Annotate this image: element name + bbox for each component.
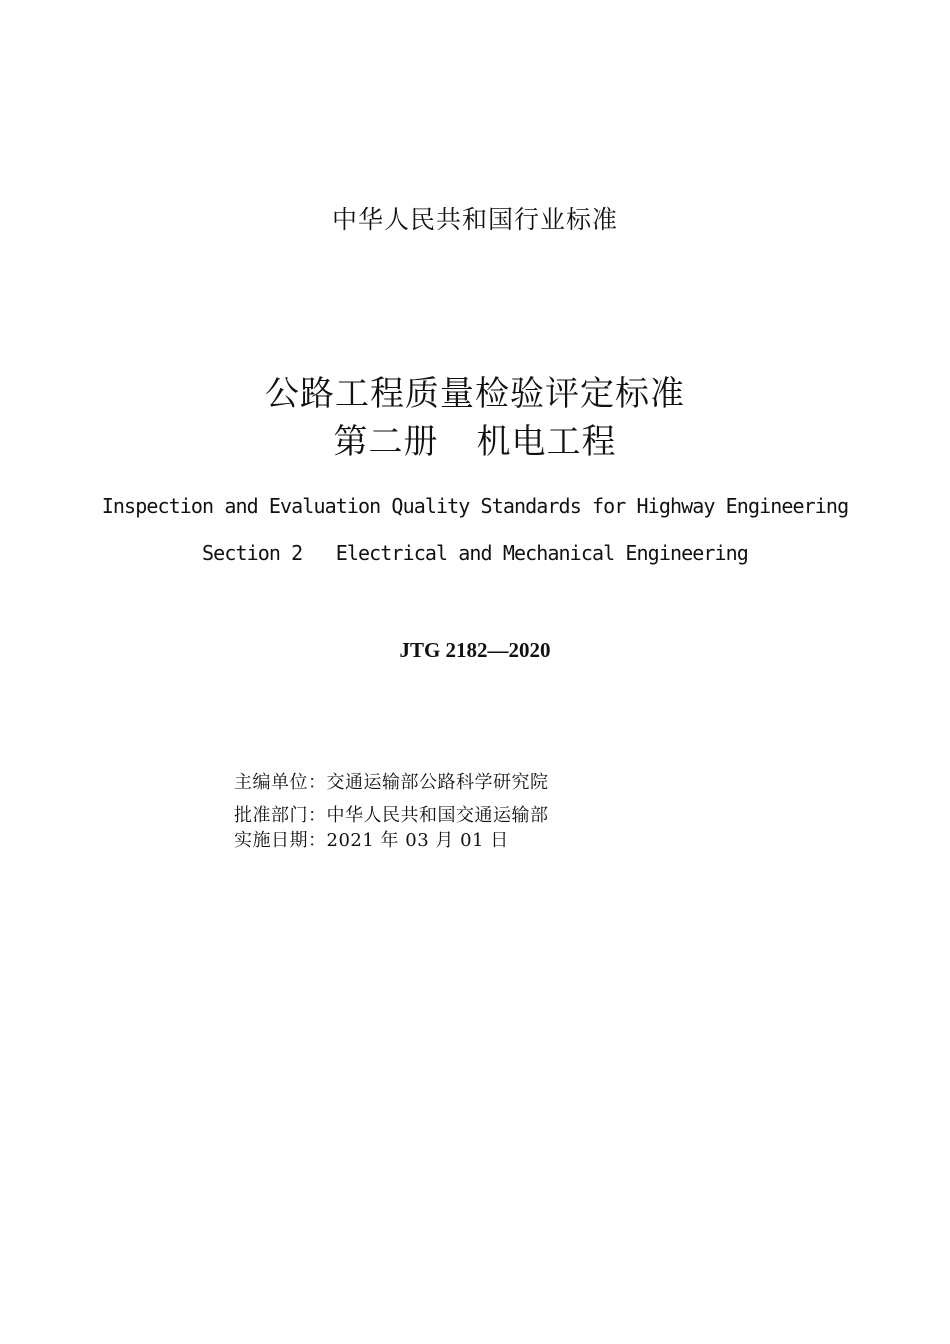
title-en-main: Inspection and Evaluation Quality Standards for Highway Engineering	[101, 494, 849, 518]
meta-editor: 主编单位：交通运输部公路科学研究院	[234, 772, 549, 793]
standard-category: 中华人民共和国行业标准	[331, 205, 618, 234]
meta-effective-date: 实施日期：2021 年 03 月 01 日	[234, 830, 509, 851]
meta-approver: 批准部门：中华人民共和国交通运输部	[234, 805, 549, 826]
standard-code: JTG 2182—2020	[399, 638, 551, 662]
title-cn-main: 公路工程质量检验评定标准	[265, 374, 685, 414]
title-cn-section: 机电工程	[476, 422, 617, 462]
title-cn-volume: 第二册	[333, 422, 439, 462]
title-cn-subtitle	[0, 414, 950, 463]
title-en-subtitle: Section 2 Electrical and Mechanical Engineering	[202, 541, 748, 565]
